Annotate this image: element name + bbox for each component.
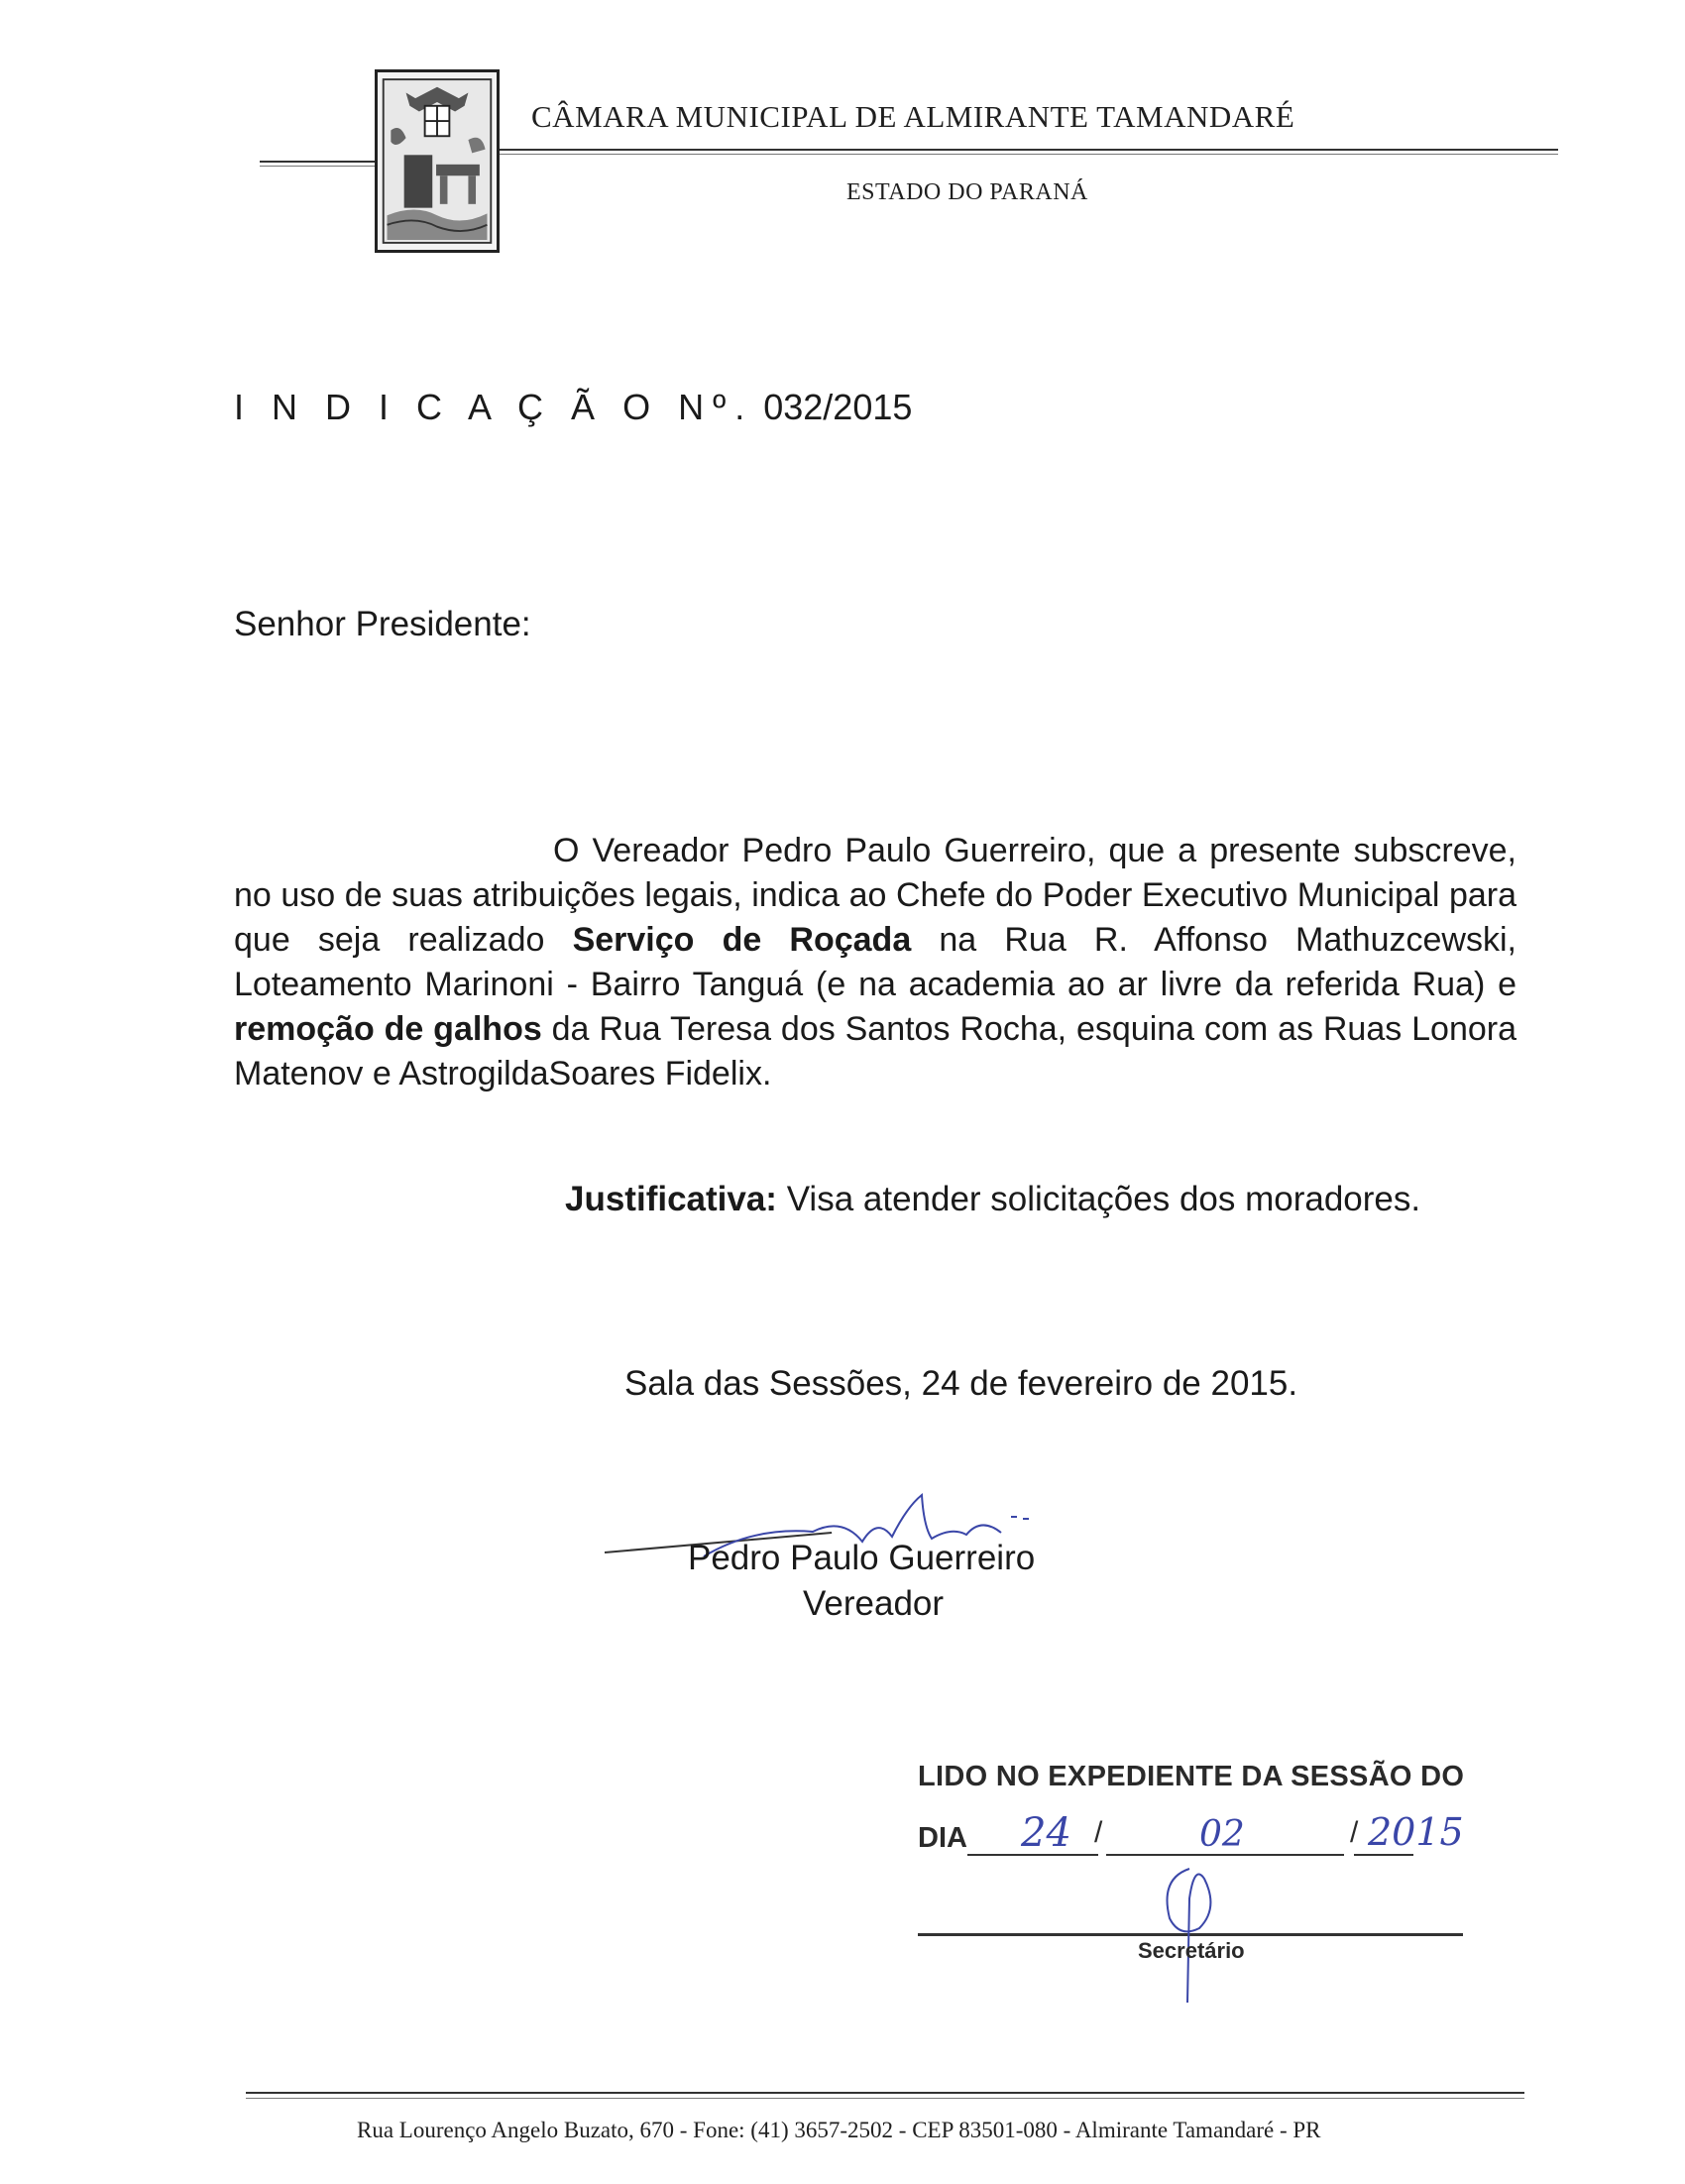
stamp-month: 02 bbox=[1199, 1814, 1245, 1855]
justification-text: Visa atender solicitações dos moradores. bbox=[786, 1180, 1421, 1218]
stamp-year-underline bbox=[1354, 1854, 1413, 1856]
justification-label: Justificativa: bbox=[565, 1180, 777, 1218]
stamp-separator-1: / bbox=[1094, 1816, 1103, 1849]
indicacao-heading bbox=[234, 387, 912, 428]
stamp-day: 24 bbox=[1021, 1810, 1071, 1856]
footer-rule-thin bbox=[246, 2098, 1524, 2099]
body-text-part1: O Vereador Pedro Paulo Guerreiro, que a presente subscreve, no uso de suas atribuições legais, indica ao Chefe do Poder Executivo Municipal para que seja realizado bbox=[234, 832, 1516, 959]
stamp-year: 2015 bbox=[1368, 1810, 1464, 1854]
justification bbox=[565, 1180, 1420, 1219]
body-paragraph bbox=[234, 829, 1516, 1096]
salutation: Senhor Presidente: bbox=[234, 605, 531, 643]
signatory-name: Pedro Paulo Guerreiro bbox=[688, 1539, 1036, 1577]
place-date: Sala das Sessões, 24 de fevereiro de 2015. bbox=[624, 1364, 1298, 1403]
footer-rule bbox=[246, 2092, 1524, 2094]
header-rule-left-thin bbox=[260, 166, 375, 167]
indicacao-number: 032/2015 bbox=[763, 387, 913, 427]
body-bold-servico: Serviço de Roçada bbox=[572, 921, 912, 959]
body-bold-remocao: remoção de galhos bbox=[234, 1010, 542, 1048]
footer-address: Rua Lourenço Angelo Buzato, 670 - Fone: (41) 3657-2502 - CEP 83501-080 - Almirante Tamandaré - PR bbox=[357, 2118, 1321, 2142]
header-rule-right-thin bbox=[500, 154, 1558, 155]
header-rule-left bbox=[260, 161, 375, 163]
stamp-dia-label: DIA bbox=[918, 1822, 967, 1854]
header-rule-right bbox=[500, 149, 1558, 151]
body-text-part2: na Rua R. Affonso Mathuzcewski, Loteamento Marinoni - Bairro Tanguá (e na academia ao ar livre da referida Rua) e bbox=[234, 921, 1516, 1003]
municipal-coat-of-arms-icon bbox=[378, 72, 497, 250]
body-text-part3: da Rua Teresa dos Santos Rocha, esquina com as Ruas Lonora Matenov e AstrogildaSoares Fidelix. bbox=[234, 1010, 1516, 1092]
signatory-role: Vereador bbox=[803, 1584, 945, 1623]
indicacao-label: I N D I C A Ç Ã O Nº. bbox=[234, 387, 754, 427]
stamp-title: LIDO NO EXPEDIENTE DA SESSÃO DO bbox=[918, 1761, 1465, 1792]
stamp-separator-2: / bbox=[1350, 1816, 1359, 1849]
secretary-label: Secretário bbox=[1138, 1938, 1245, 1963]
secretary-initials-icon bbox=[1150, 1859, 1229, 2008]
coat-of-arms bbox=[375, 69, 500, 253]
state-name: ESTADO DO PARANÁ bbox=[846, 179, 1088, 205]
chamber-name: CÂMARA MUNICIPAL DE ALMIRANTE TAMANDARÉ bbox=[531, 99, 1295, 134]
